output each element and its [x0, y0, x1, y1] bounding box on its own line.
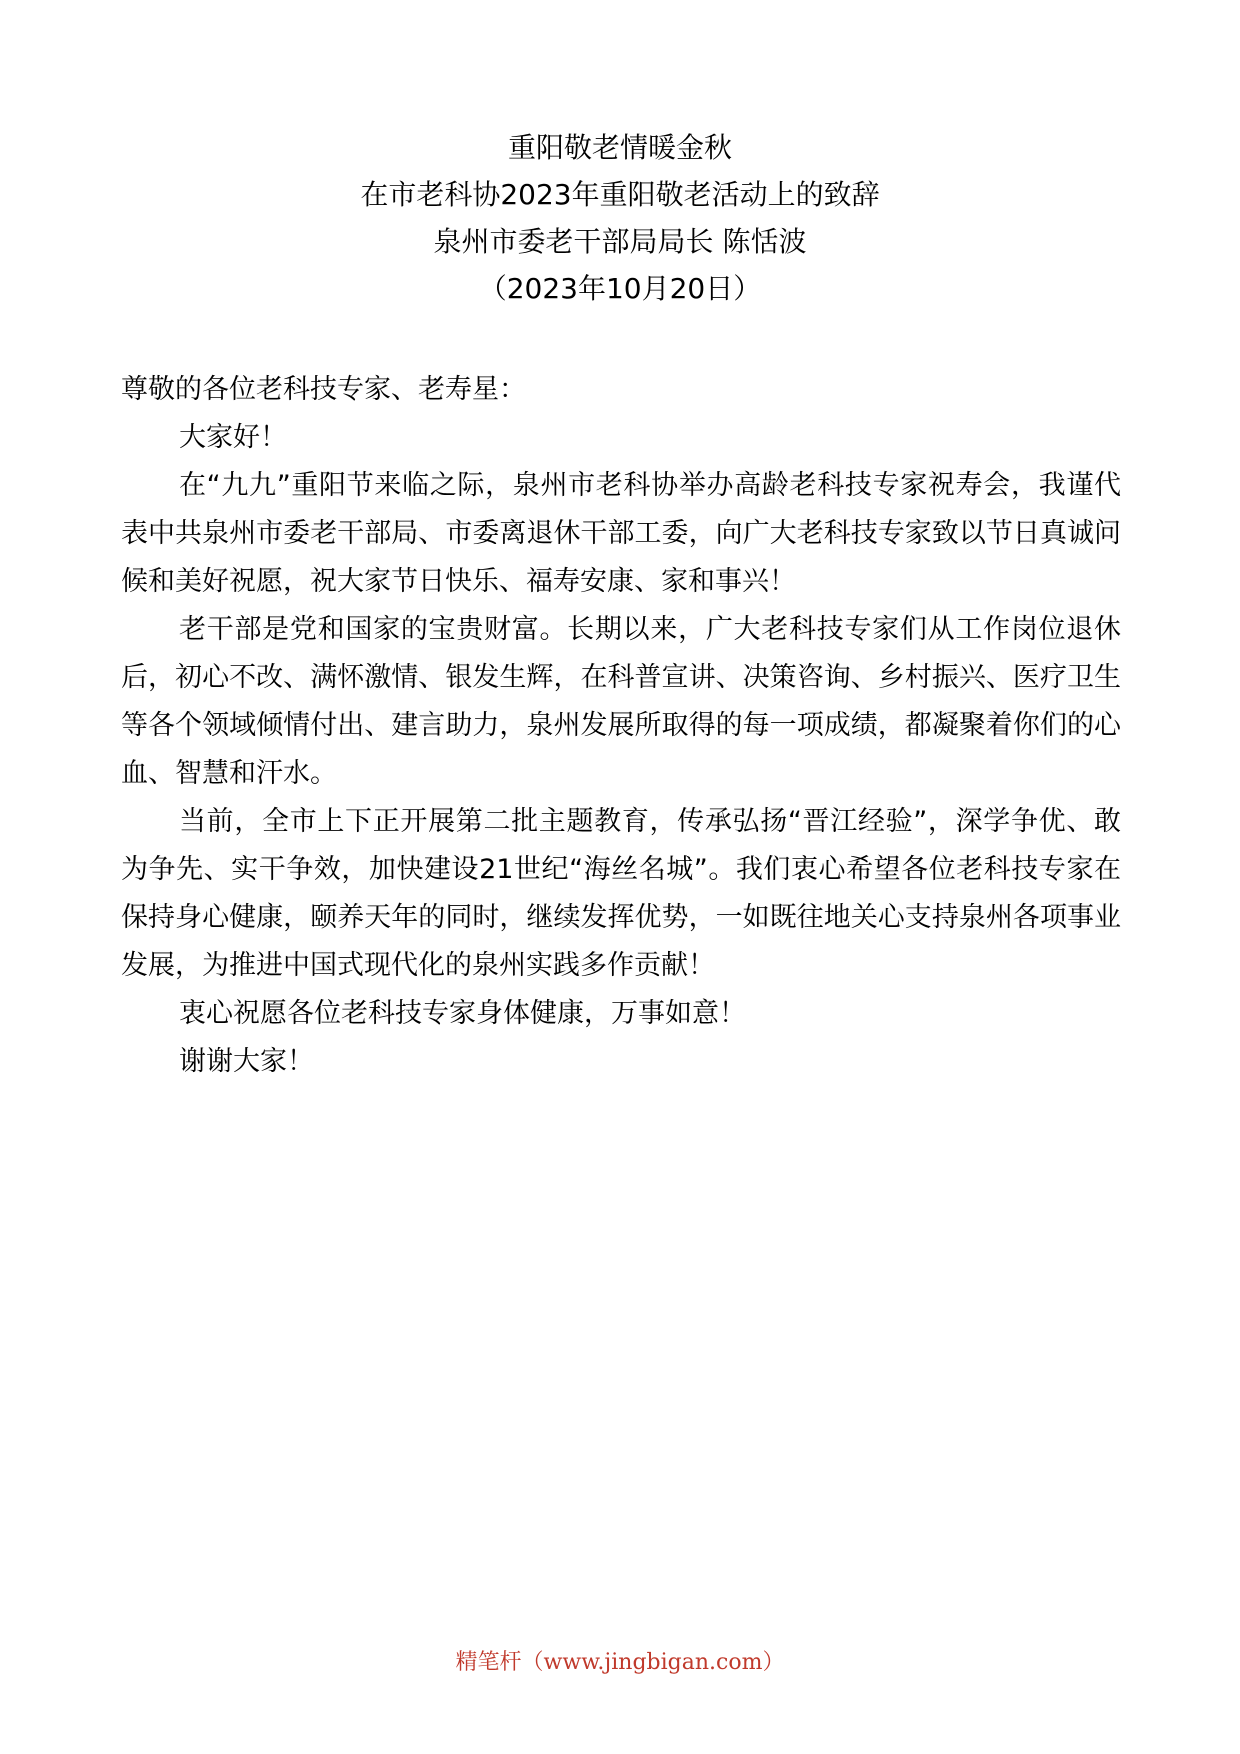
page-subtitle: 在市老科协2023年重阳敬老活动上的致辞	[360, 178, 880, 211]
document-header	[0, 124, 1240, 312]
paragraph-contribution: 老干部是党和国家的宝贵财富。长期以来，广大老科技专家们从工作岗位退休后，初心不改、满怀激情、银发生辉，在科普宣讲、决策咨询、乡村振兴、医疗卫生等各个领域倾情付出、建言助力，泉州发展所取得的每一项成绩，都凝聚着你们的心血、智慧和汗水。	[121, 614, 1121, 789]
salutation: 尊敬的各位老科技专家、老寿星：	[121, 374, 526, 405]
paragraph-wishes: 衷心祝愿各位老科技专家身体健康，万事如意！	[179, 998, 746, 1029]
date-line: （2023年10月20日）	[478, 272, 762, 305]
footer-watermark: 精笔杆（www.jingbigan.com）	[455, 1650, 785, 1675]
page-title: 重阳敬老情暖金秋	[507, 131, 732, 164]
paragraph-greeting: 大家好！	[179, 422, 287, 453]
speaker-line: 泉州市委老干部局局长 陈恬波	[433, 225, 807, 258]
paragraph-congratulation: 在“九九”重阳节来临之际，泉州市老科协举办高龄老科技专家祝寿会，我谨代表中共泉州市委老干部局、市委离退休干部工委，向广大老科技专家致以节日真诚问候和美好祝愿，祝大家节日快乐、福寿安康、家和事兴！	[121, 470, 1121, 597]
document-body	[121, 366, 1121, 1086]
paragraph-thanks: 谢谢大家！	[179, 1046, 314, 1077]
paragraph-hope: 当前，全市上下正开展第二批主题教育，传承弘扬“晋江经验”，深学争优、敢为争先、实干争效，加快建设21世纪“海丝名城”。我们衷心希望各位老科技专家在保持身心健康，颐养天年的同时，继续发挥优势，一如既往地关心支持泉州各项事业发展，为推进中国式现代化的泉州实践多作贡献！	[121, 806, 1121, 981]
